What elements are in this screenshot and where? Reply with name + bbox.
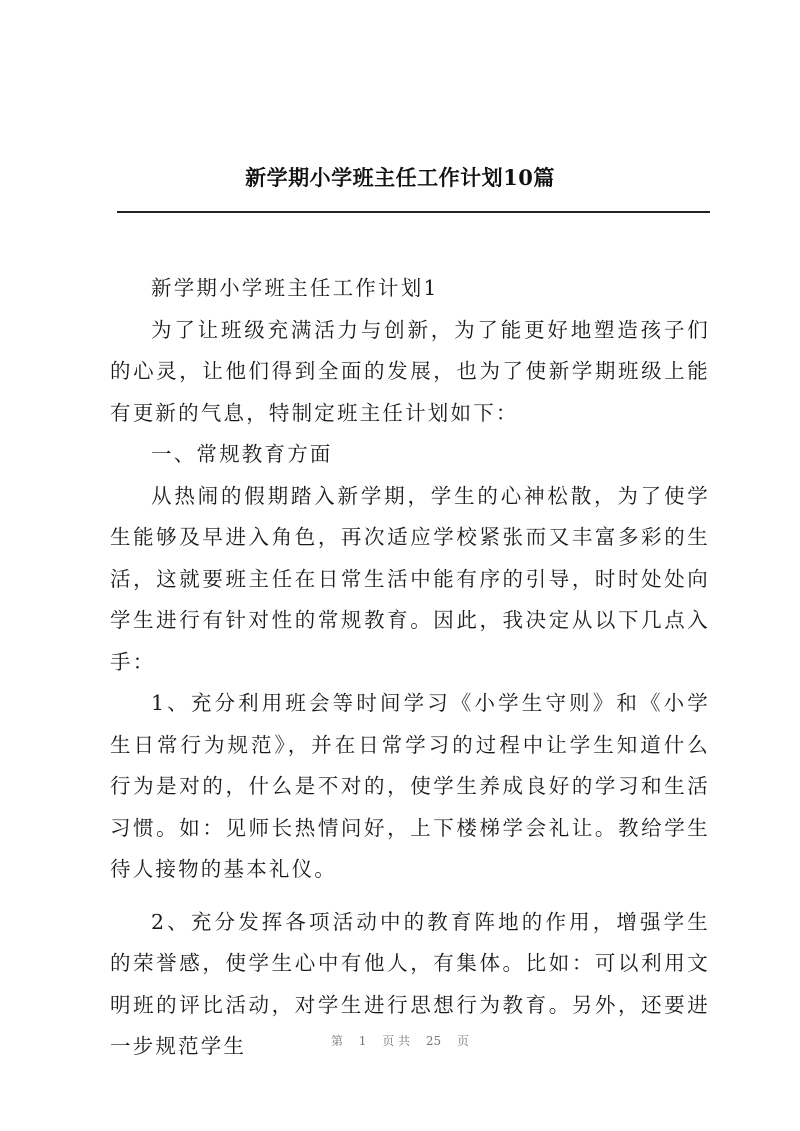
document-title: 新学期小学班主任工作计划10篇 <box>245 165 555 190</box>
paragraph: 1、充分利用班会等时间学习《小学生守则》和《小学生日常行为规范》，并在日常学习的过程中让学生知道什么行为是对的，什么是不对的，使学生养成良好的学习和生活习惯。如：见师长热情问好，上下楼梯学会礼让。教给学生待人接物的基本礼仪。 <box>110 691 710 881</box>
paragraph: 从热闹的假期踏入新学期，学生的心神松散，为了使学生能够及早进入角色，再次适应学校紧张而又丰富多彩的生活，这就要班主任在日常生活中能有序的引导，时时处处向学生进行有针对性的常规教育。因此，我决定从以下几点入手： <box>110 483 710 674</box>
section-heading: 新学期小学班主任工作计划1 <box>151 276 439 300</box>
footer-total-pages: 25 <box>425 1034 442 1048</box>
document-body <box>110 268 710 1068</box>
footer-page-suffix: 页 <box>457 1034 470 1048</box>
paragraph: 为了让班级充满活力与创新，为了能更好地塑造孩子们的心灵，让他们得到全面的发展，也为了使新学期班级上能有更新的气息，特制定班主任计划如下： <box>110 317 710 425</box>
footer-page-word: 第 <box>330 1034 343 1048</box>
page-footer <box>0 1032 800 1049</box>
footer-current-page: 1 <box>358 1034 367 1048</box>
paragraph: 2、充分发挥各项活动中的教育阵地的作用，增强学生的荣誉感，使学生心中有他人，有集体。比如：可以利用文明班的评比活动，对学生进行思想行为教育。另外，还要进一步规范学生 <box>110 909 710 1058</box>
footer-total-word: 页 共 <box>382 1034 411 1048</box>
title-divider <box>117 211 710 213</box>
subsection-heading: 一、常规教育方面 <box>151 442 333 466</box>
